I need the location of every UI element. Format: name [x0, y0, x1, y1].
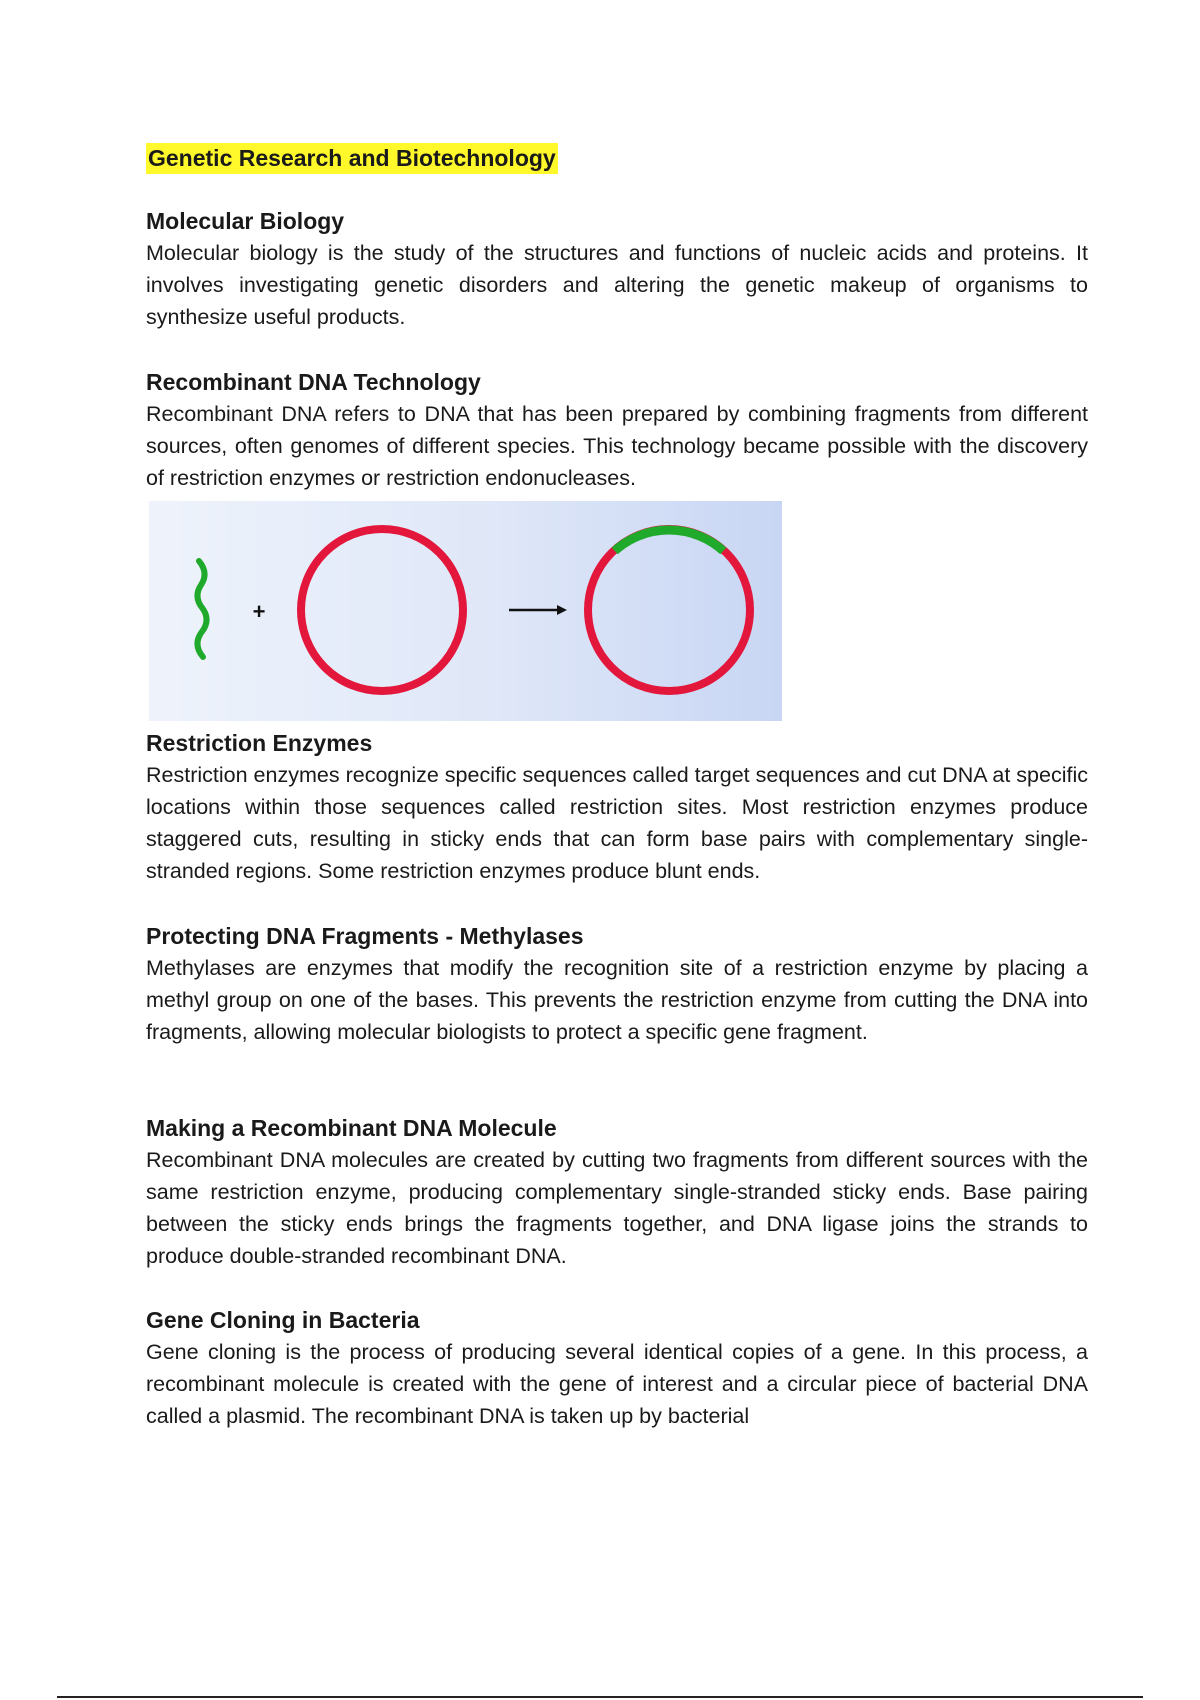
section-heading: Making a Recombinant DNA Molecule	[146, 1115, 557, 1141]
section-heading: Restriction Enzymes	[146, 730, 373, 756]
section-body: Molecular biology is the study of the structures and functions of nucleic acids and proteins. It involves investigating genetic disorders and altering the genetic makeup of organisms to synthesize useful products.	[146, 241, 1088, 329]
plus-sign: +	[252, 599, 266, 624]
section-body: Gene cloning is the process of producing several identical copies of a gene. In this process, a recombinant molecule is created with the gene of interest and a circular piece of bacterial DNA called a plasmid. The recombinant DNA is taken up by bacterial	[146, 1340, 1088, 1428]
arrow-head-icon	[557, 605, 567, 615]
dna-fragment-icon	[197, 561, 206, 657]
section-heading: Recombinant DNA Technology	[146, 369, 481, 395]
section-body: Restriction enzymes recognize specific sequences called target sequences and cut DNA at specific locations within those sequences called restriction sites. Most restriction enzymes produce staggered cuts, resulting in sticky ends that can form base pairs with complementary single-stranded regions. Some restriction enzymes produce blunt ends.	[146, 763, 1088, 883]
document-title: Genetic Research and Biotechnology	[146, 143, 558, 174]
section-body: Recombinant DNA refers to DNA that has been prepared by combining fragments from different sources, often genomes of different species. This technology became possible with the discovery of restriction enzymes or restriction endonucleases.	[146, 402, 1088, 490]
inserted-fragment-icon	[615, 530, 724, 551]
section-heading: Gene Cloning in Bacteria	[146, 1307, 420, 1333]
section-making-recombinant-dna	[146, 1112, 1088, 1272]
plasmid-icon	[301, 529, 463, 691]
section-molecular-biology	[146, 205, 1088, 333]
recombinant-plasmid-icon	[588, 529, 750, 691]
recombinant-dna-figure	[149, 501, 782, 721]
page-bottom-rule	[57, 1696, 1143, 1698]
section-body: Methylases are enzymes that modify the recognition site of a restriction enzyme by placing a methyl group on one of the bases. This prevents the restriction enzyme from cutting the DNA into fragments, allowing molecular biologists to protect a specific gene fragment.	[146, 956, 1088, 1044]
section-recombinant-dna-technology	[146, 366, 1088, 494]
section-heading: Molecular Biology	[146, 208, 345, 234]
section-gene-cloning	[146, 1304, 1088, 1432]
recombinant-dna-diagram	[149, 501, 782, 721]
section-restriction-enzymes	[146, 727, 1088, 887]
section-methylases	[146, 920, 1088, 1048]
section-heading: Protecting DNA Fragments - Methylases	[146, 923, 584, 949]
section-body: Recombinant DNA molecules are created by cutting two fragments from different sources with the same restriction enzyme, producing complementary single-stranded sticky ends. Base pairing between the sticky ends brings the fragments together, and DNA ligase joins the strands to produce double-stranded recombinant DNA.	[146, 1148, 1088, 1268]
